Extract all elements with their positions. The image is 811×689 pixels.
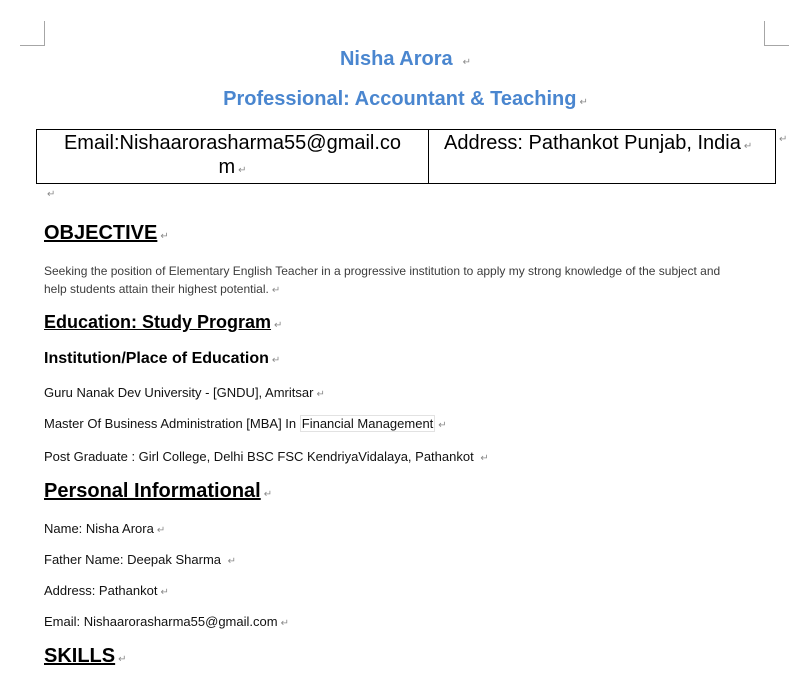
- row-end-mark: ↵: [779, 134, 788, 145]
- paragraph-mark: ↵: [271, 355, 281, 366]
- paragraph-mark: ↵: [579, 97, 588, 108]
- empty-paragraph-mark: ↵: [47, 189, 56, 200]
- degree-field: Financial Management: [301, 416, 434, 431]
- contact-email: Email:Nishaarorasharma55@gmail.co: [63, 132, 402, 154]
- paragraph-mark: ↵: [743, 141, 753, 152]
- paragraph-mark: ↵: [280, 618, 289, 629]
- contact-table: [36, 129, 776, 184]
- contact-address: Address: Pathankot Punjab, India: [444, 132, 741, 154]
- objective-heading: OBJECTIVE ↵: [44, 222, 169, 244]
- personal-address: Address: Pathankot ↵: [44, 583, 169, 598]
- paragraph-mark: ↵: [316, 389, 325, 400]
- paragraph-mark: ↵: [238, 165, 247, 176]
- paragraph-mark: ↵: [462, 57, 472, 68]
- objective-text: Seeking the position of Elementary English Teacher in a progressive institution to apply my strong knowledge of the subject and help students attain their highest potential. ↵: [44, 264, 721, 296]
- paragraph-mark: ↵: [160, 231, 169, 242]
- paragraph-mark: ↵: [271, 285, 281, 296]
- contact-address-cell: [429, 130, 776, 184]
- candidate-name: Nisha Arora ↵: [339, 48, 472, 70]
- profession-title: Professional: Accountant & Teaching ↵: [223, 88, 588, 110]
- personal-father-name: Father Name: Deepak Sharma ↵: [44, 552, 237, 567]
- page-corner-top-right: [764, 21, 789, 46]
- contact-email-continued: m: [218, 156, 236, 178]
- contact-email-cell: [37, 130, 429, 184]
- paragraph-mark: ↵: [156, 525, 166, 536]
- education-heading: Education: Study Program ↵: [44, 312, 283, 332]
- education-degree: Master Of Business Administration [MBA] In Financial Management ↵: [44, 416, 447, 431]
- paragraph-mark: ↵: [274, 320, 283, 331]
- education-post-graduate: Post Graduate : Girl College, Delhi BSC FSC KendriyaVidalaya, Pathankot ↵: [44, 449, 489, 464]
- education-subheading: Institution/Place of Education ↵: [44, 350, 281, 367]
- paragraph-mark: ↵: [227, 556, 237, 567]
- skills-heading: SKILLS ↵: [44, 645, 127, 667]
- personal-name: Name: Nisha Arora ↵: [44, 521, 166, 536]
- paragraph-mark: ↵: [263, 489, 273, 500]
- personal-heading: Personal Informational ↵: [44, 480, 273, 502]
- page-corner-top-left: [20, 21, 45, 46]
- education-university: Guru Nanak Dev University - [GNDU], Amritsar ↵: [44, 385, 325, 400]
- paragraph-mark: ↵: [480, 453, 489, 464]
- paragraph-mark: ↵: [160, 587, 169, 598]
- paragraph-mark: ↵: [438, 420, 447, 431]
- personal-email: Email: Nishaarorasharma55@gmail.com ↵: [44, 614, 289, 629]
- paragraph-mark: ↵: [118, 654, 127, 665]
